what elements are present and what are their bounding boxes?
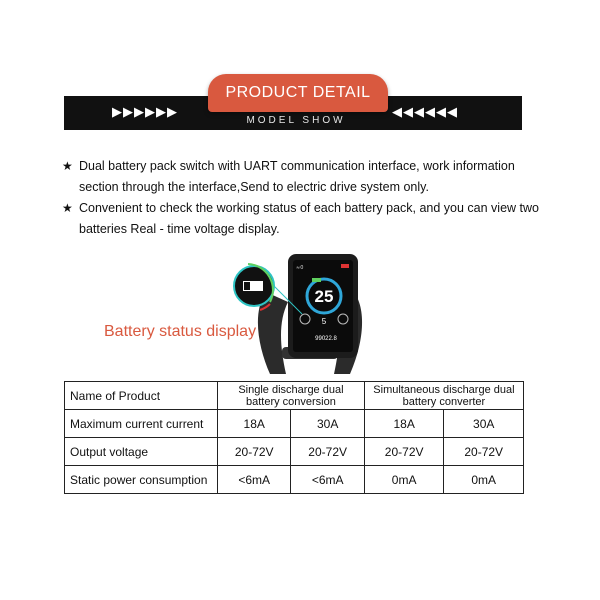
feature-text: Dual battery pack switch with UART communication interface, work information section through the interface,Send to electric drive system only.	[79, 159, 515, 194]
table-cell: 30A	[291, 410, 364, 438]
odometer-readout: 99022.8	[315, 336, 337, 342]
table-cell: <6mA	[218, 466, 291, 494]
table-cell: 0mA	[444, 466, 524, 494]
table-cell: 20-72V	[444, 438, 524, 466]
product-a-header: Single discharge dual battery conversion	[218, 382, 365, 410]
banner-title-tab	[208, 74, 388, 112]
gear-readout: 5	[321, 317, 327, 326]
table-cell: 20-72V	[218, 438, 291, 466]
table-row	[65, 466, 524, 494]
table-cell: 20-72V	[291, 438, 364, 466]
star-icon: ★	[62, 159, 73, 173]
banner-arrows-right: ◀◀◀◀◀◀	[392, 105, 458, 120]
spec-table	[64, 381, 524, 494]
table-header-row	[65, 382, 524, 410]
product-b-header: Simultaneous discharge dual battery converter	[364, 382, 523, 410]
svg-text:≈0: ≈0	[296, 265, 304, 271]
star-icon: ★	[62, 201, 73, 215]
name-of-product-header: Name of Product	[65, 382, 218, 410]
battery-status-label: Battery status display	[104, 323, 257, 340]
display-device-illustration	[230, 252, 390, 382]
speed-readout: 25	[314, 287, 334, 306]
table-row	[65, 410, 524, 438]
feature-item	[62, 198, 542, 240]
table-row	[65, 438, 524, 466]
table-cell: <6mA	[291, 466, 364, 494]
banner-title: PRODUCT DETAIL	[225, 84, 371, 101]
banner-subtitle: MODEL SHOW	[246, 115, 346, 126]
feature-text: Convenient to check the working status of each battery pack, and you can view two batteries Real - time voltage display.	[79, 201, 539, 236]
table-cell: 18A	[218, 410, 291, 438]
table-cell: 30A	[444, 410, 524, 438]
feature-item	[62, 156, 542, 198]
table-cell: 0mA	[364, 466, 444, 494]
row-label: Maximum current current	[65, 410, 218, 438]
row-label: Static power consumption	[65, 466, 218, 494]
feature-list	[62, 156, 542, 240]
banner-arrows-left: ▶▶▶▶▶▶	[112, 105, 178, 120]
table-cell: 18A	[364, 410, 444, 438]
row-label: Output voltage	[65, 438, 218, 466]
table-cell: 20-72V	[364, 438, 444, 466]
